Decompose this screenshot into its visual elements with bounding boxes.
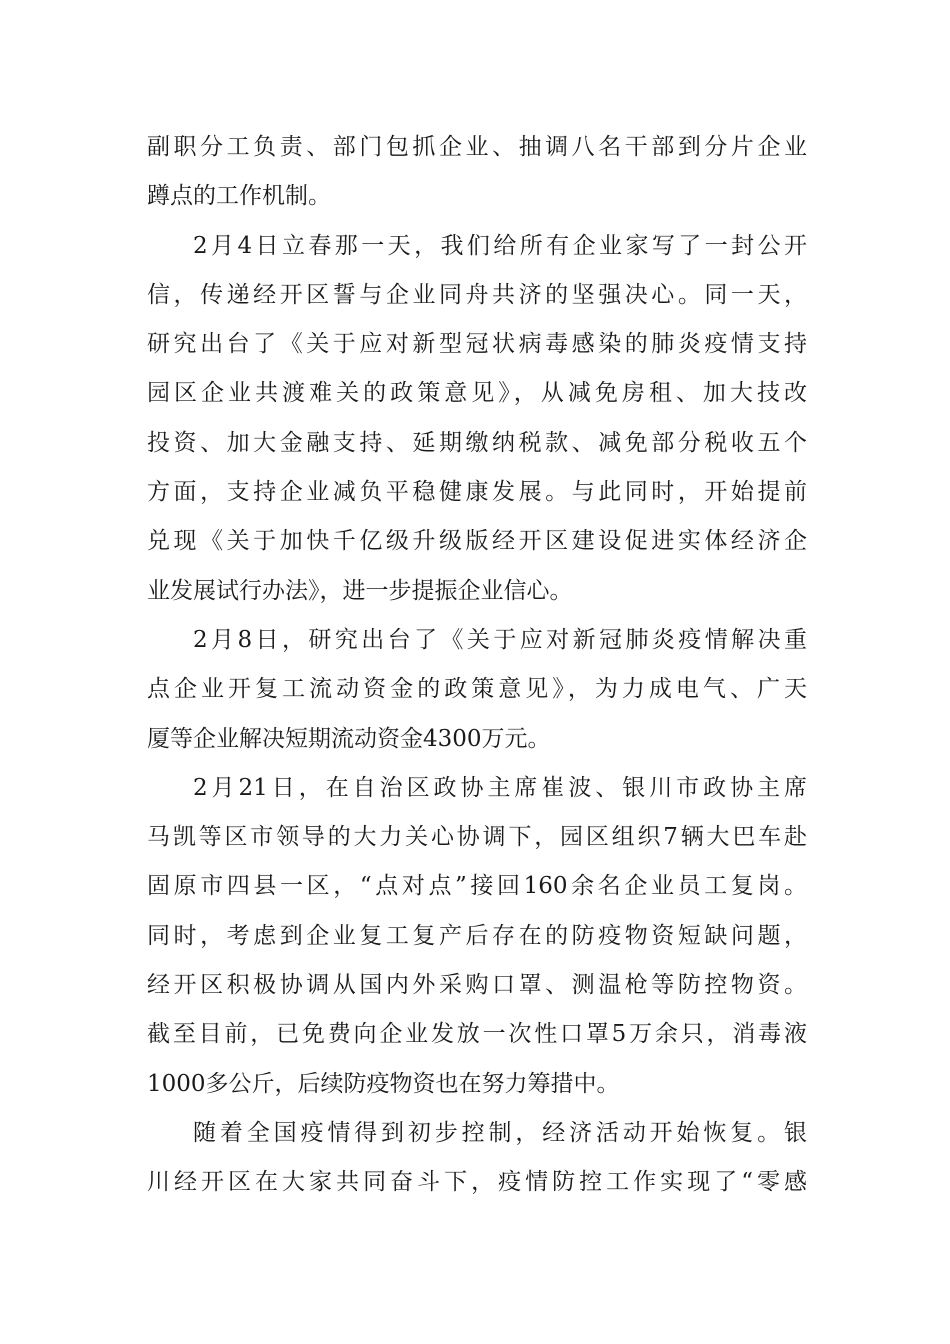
text-line: 厦等企业解决短期流动资金4300万元。 (147, 725, 551, 752)
text-line: 随着全国疫情得到初步控制，经济活动开始恢复。银 (193, 1119, 807, 1146)
text-line: 2月21日，在自治区政协主席崔波、银川市政协主席 (193, 774, 807, 801)
text-line: 兑现《关于加快千亿级升级版经开区建设促进实体经济企 (147, 528, 807, 555)
text-line: 业发展试行办法》，进一步提振企业信心。 (147, 577, 573, 604)
text-line: 信，传递经开区誓与企业同舟共济的坚强决心。同一天， (147, 281, 807, 308)
text-line: 截至目前，已免费向企业发放一次性口罩5万余只，消毒液 (147, 1021, 807, 1048)
text-line: 研究出台了《关于应对新型冠状病毒感染的肺炎疫情支持 (147, 331, 807, 358)
text-line: 马凯等区市领导的大力关心协调下，园区组织7辆大巴车赴 (147, 824, 807, 851)
text-line: 点企业开复工流动资金的政策意见》，为力成电气、广天 (147, 676, 807, 703)
text-line: 同时，考虑到企业复工复产后存在的防疫物资短缺问题， (147, 922, 807, 949)
document-body (147, 123, 807, 1208)
text-line: 2月4日立春那一天，我们给所有企业家写了一封公开 (193, 232, 807, 259)
text-line: 副职分工负责、部门包抓企业、抽调八名干部到分片企业 (147, 134, 807, 160)
text-line: 方面，支持企业减负平稳健康发展。与此同时，开始提前 (147, 479, 807, 506)
text-line: 1000多公斤，后续防疫物资也在努力筹措中。 (147, 1070, 620, 1097)
text-line: 蹲点的工作机制。 (147, 183, 331, 210)
text-line: 经开区积极协调从国内外采购口罩、测温枪等防控物资。 (147, 972, 807, 999)
text-line: 川经开区在大家共同奋斗下，疫情防控工作实现了“零感 (147, 1169, 807, 1196)
text-line: 园区企业共渡难关的政策意见》，从减免房租、加大技改 (147, 380, 807, 407)
text-line: 投资、加大金融支持、延期缴纳税款、减免部分税收五个 (147, 429, 807, 456)
text-line: 固原市四县一区，“点对点”接回160余名企业员工复岗。 (147, 873, 807, 900)
text-line: 2月8日，研究出台了《关于应对新冠肺炎疫情解决重 (193, 626, 807, 653)
